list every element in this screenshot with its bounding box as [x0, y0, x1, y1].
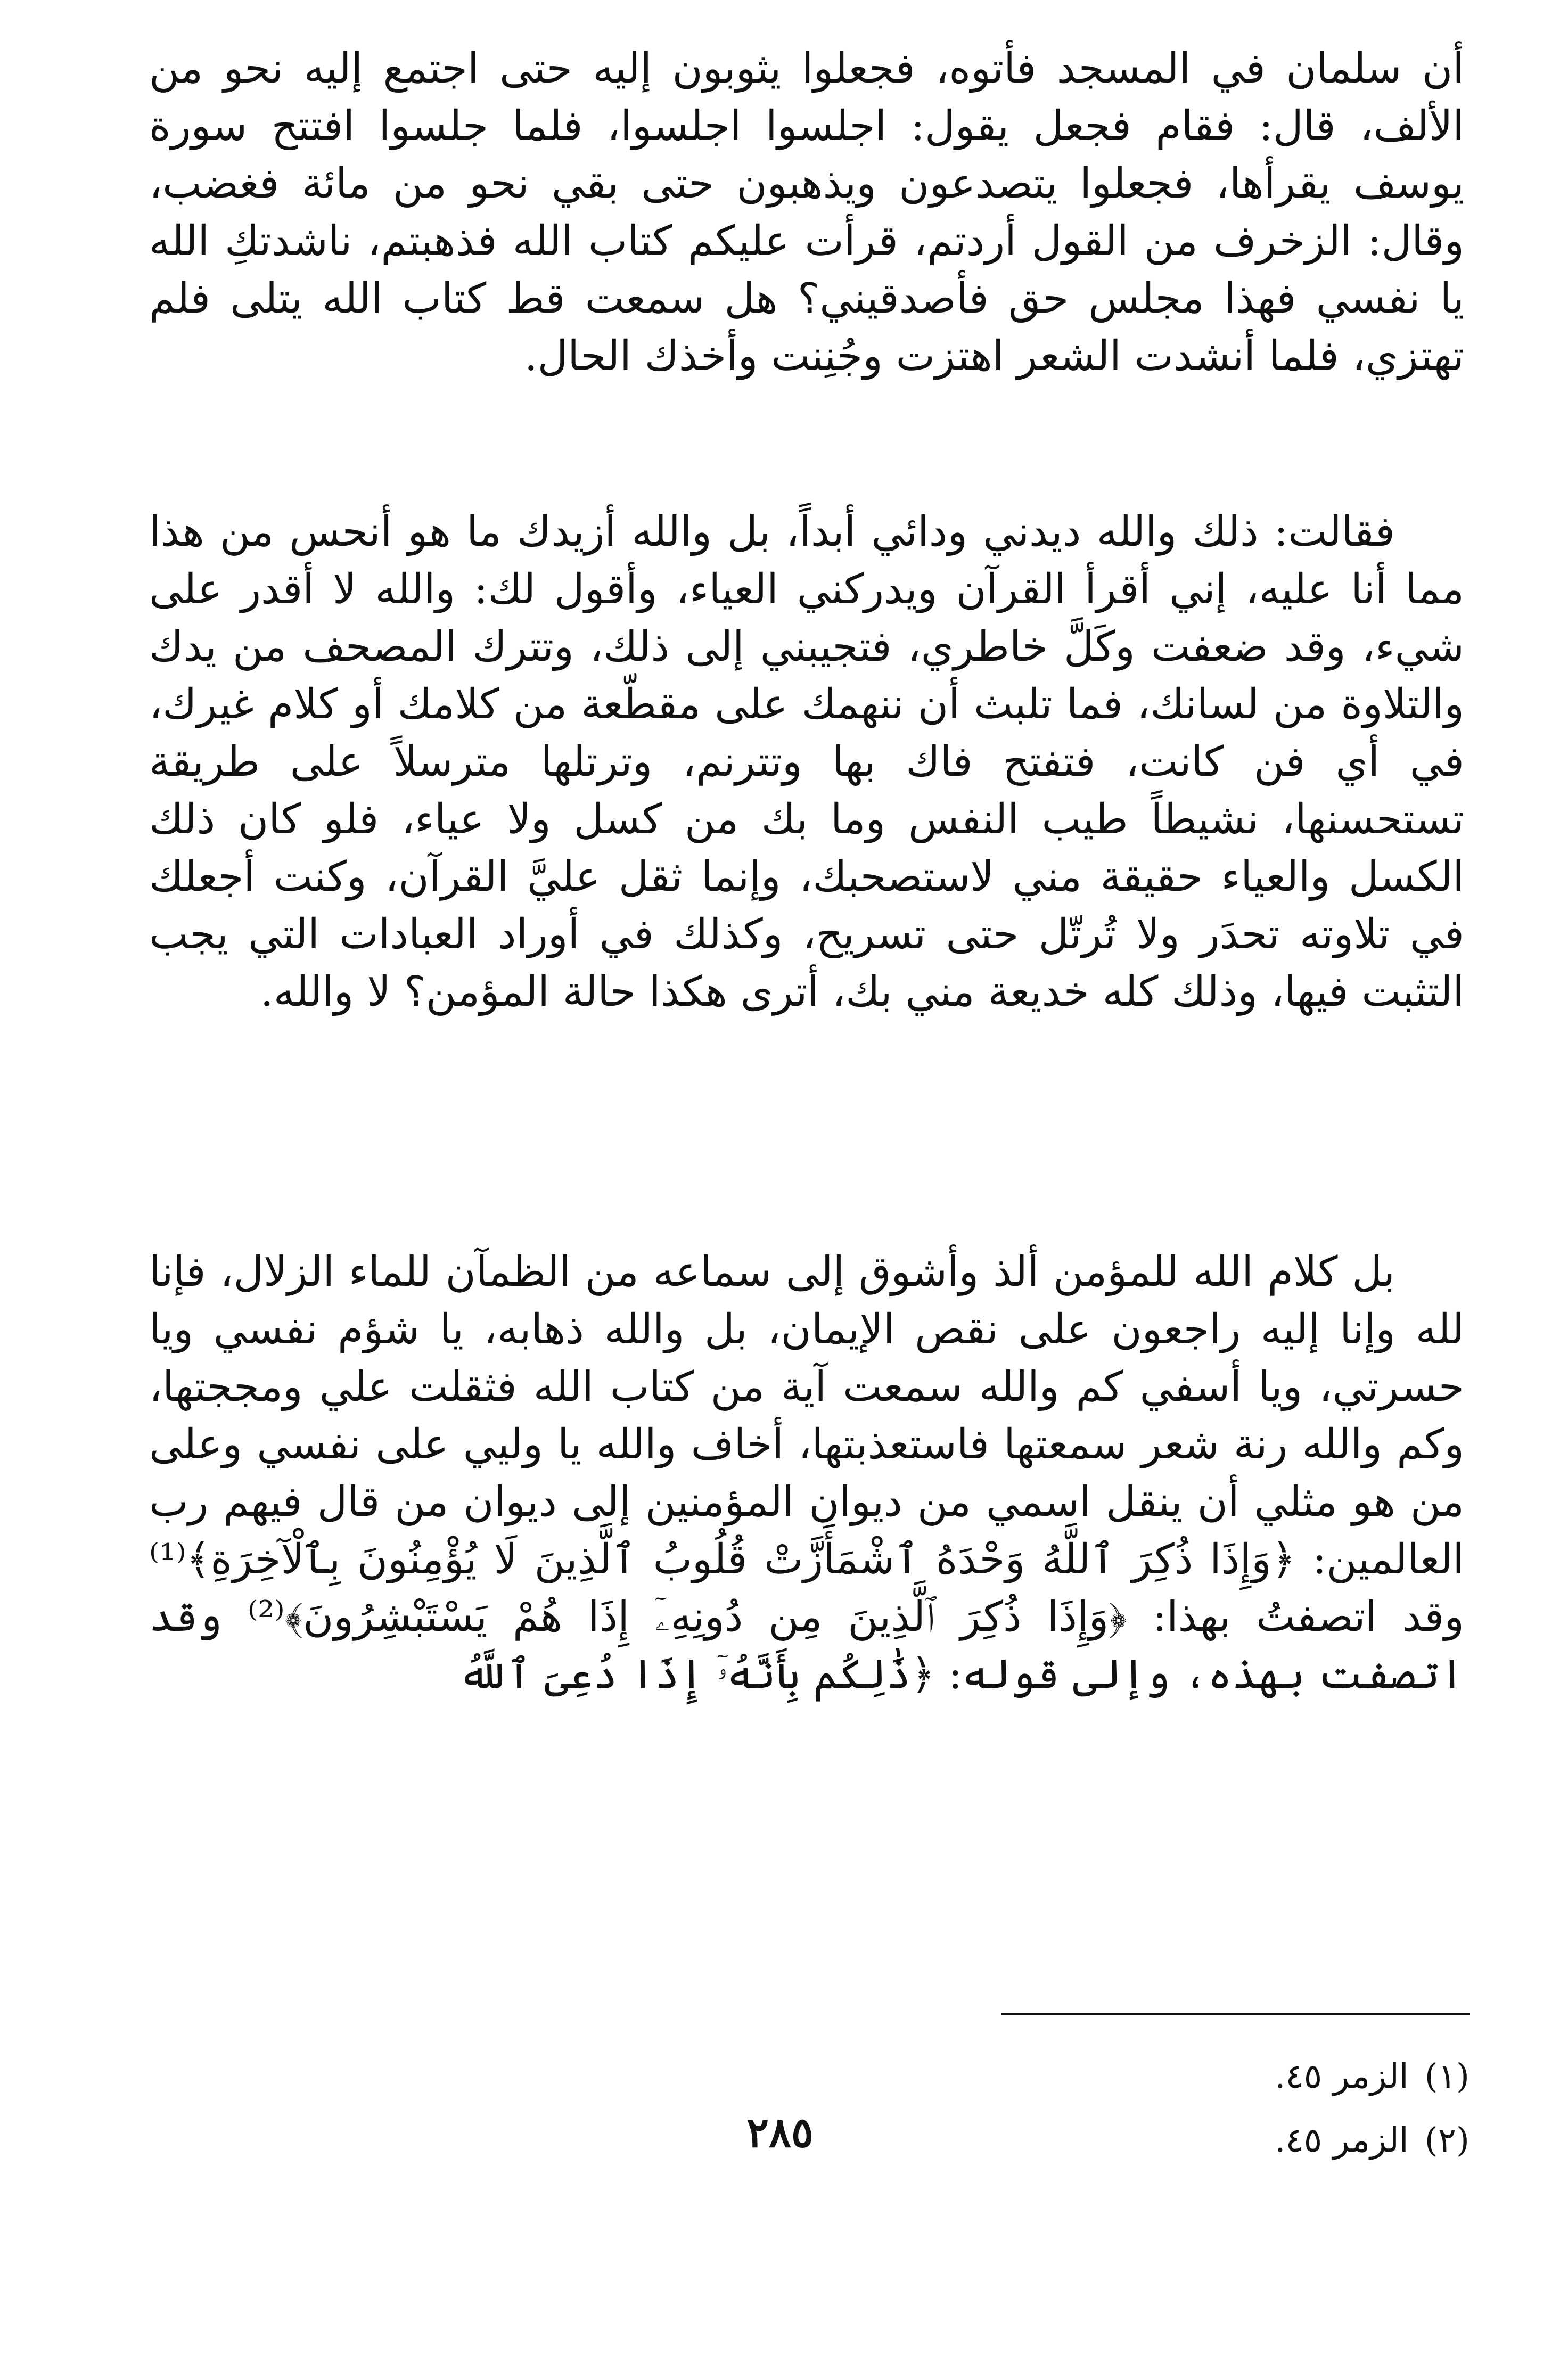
paragraph-3-text: بل كلام الله للمؤمن ألذ وأشوق إلى سماعه من الظمآن للماء الزلال، فإنا لله وإنا إليه راجعون على نقص الإيمان، بل والله ذهابه، يا شؤم نفسي ويا حسرتي، ويا أسفي كم والله سمعت آية من كتاب الله فثقلت علي ومججتها، وكم والله رنة شعر سمعتها فاستعذبتها، أخاف والله يا وليي على نفسي وعلى من هو مثلي أن ينقل اسمي من ديوان المؤمنين إلى ديوان من قال فيهم رب العالمين: ﴿وَإِذَا ذُكِرَ ٱللَّهُ وَحْدَهُ ٱشْمَأَزَّتْ قُلُوبُ ٱلَّذِينَ لَا يُؤْمِنُونَ بِٱلْآخِرَةِ﴾⁽¹⁾ وقد اتصفتُ بهذا: ﴿وَإِذَا ذُكِرَ ٱلَّذِينَ مِن دُونِهِۦٓ إِذَا هُمْ يَسْتَبْشِرُونَ﴾⁽²⁾ وقد اتصفت بهذه، وإلى قوله: ﴿ذَٰلِكُم بِأَنَّهُۥٓ إِذَا دُعِىَ ٱللَّهُ [149, 1248, 1464, 1698]
footnote-1 [1012, 2045, 1470, 2108]
footnote-text: الزمر ٤٥. [1275, 2121, 1409, 2160]
paragraph-1: أن سلمان في المسجد فأتوه، فجعلوا يثوبون إليه حتى اجتمع إليه نحو من الألف، قال: فقام فجعل يقول: اجلسوا اجلسوا، فلما جلسوا افتتح سورة يوسف يقرأها، فجعلوا يتصدعون ويذهبون حتى بقي نحو من مائة فغضب، وقال: الزخرف من القول أردتم، قرأت عليكم كتاب الله فذهبتم، ناشدتكِ الله يا نفسي فهذا مجلس حق فأصدقيني؟ هل سمعت قط كتاب الله يتلى فلم تهتزي، فلما أنشدت الشعر اهتزت وجُنِنت وأخذك الحال. [149, 45, 1464, 380]
footnote-divider [1001, 2013, 1470, 2015]
paragraph-2 [149, 503, 1464, 1021]
footnotes [1012, 2045, 1470, 2172]
footnote-text: الزمر ٤٥. [1275, 2057, 1409, 2096]
footnote-2 [1012, 2108, 1470, 2172]
footnote-number: (٢) [1424, 2121, 1470, 2160]
page-number: ٢٨٥ [746, 2108, 814, 2157]
footnote-number: (١) [1424, 2057, 1470, 2096]
paragraph-3 [149, 1243, 1464, 1703]
paragraph-2-text: فقالت: ذلك والله ديدني ودائي أبداً، بل والله أزيدك ما هو أنحس من هذا مما أنا عليه، إني أقرأ القرآن ويدركني العياء، وأقول لك: والله لا أقدر على شيء، وقد ضعفت وكَلَّ خاطري، فتجيبني إلى ذلك، وتترك المصحف من يدك والتلاوة من لسانك، فما تلبث أن ننهمك على مقطّعة من كلامك أو كلام غيرك، في أي فن كانت، فتفتح فاك بها وتترنم، وترتلها مترسلاً على طريقة تستحسنها، نشيطاً طيب النفس وما بك من كسل ولا عياء، فلو كان ذلك الكسل والعياء حقيقة مني لاستصحبك، وإنما ثقل عليَّ القرآن، وكنت أجعلك في تلاوته تحدَر ولا تُرتّل حتى تسريح، وكذلك في أوراد العبادات التي يجب التثبت فيها، وذلك كله خديعة مني بك، أترى هكذا حالة المؤمن؟ لا والله. [149, 508, 1464, 1016]
